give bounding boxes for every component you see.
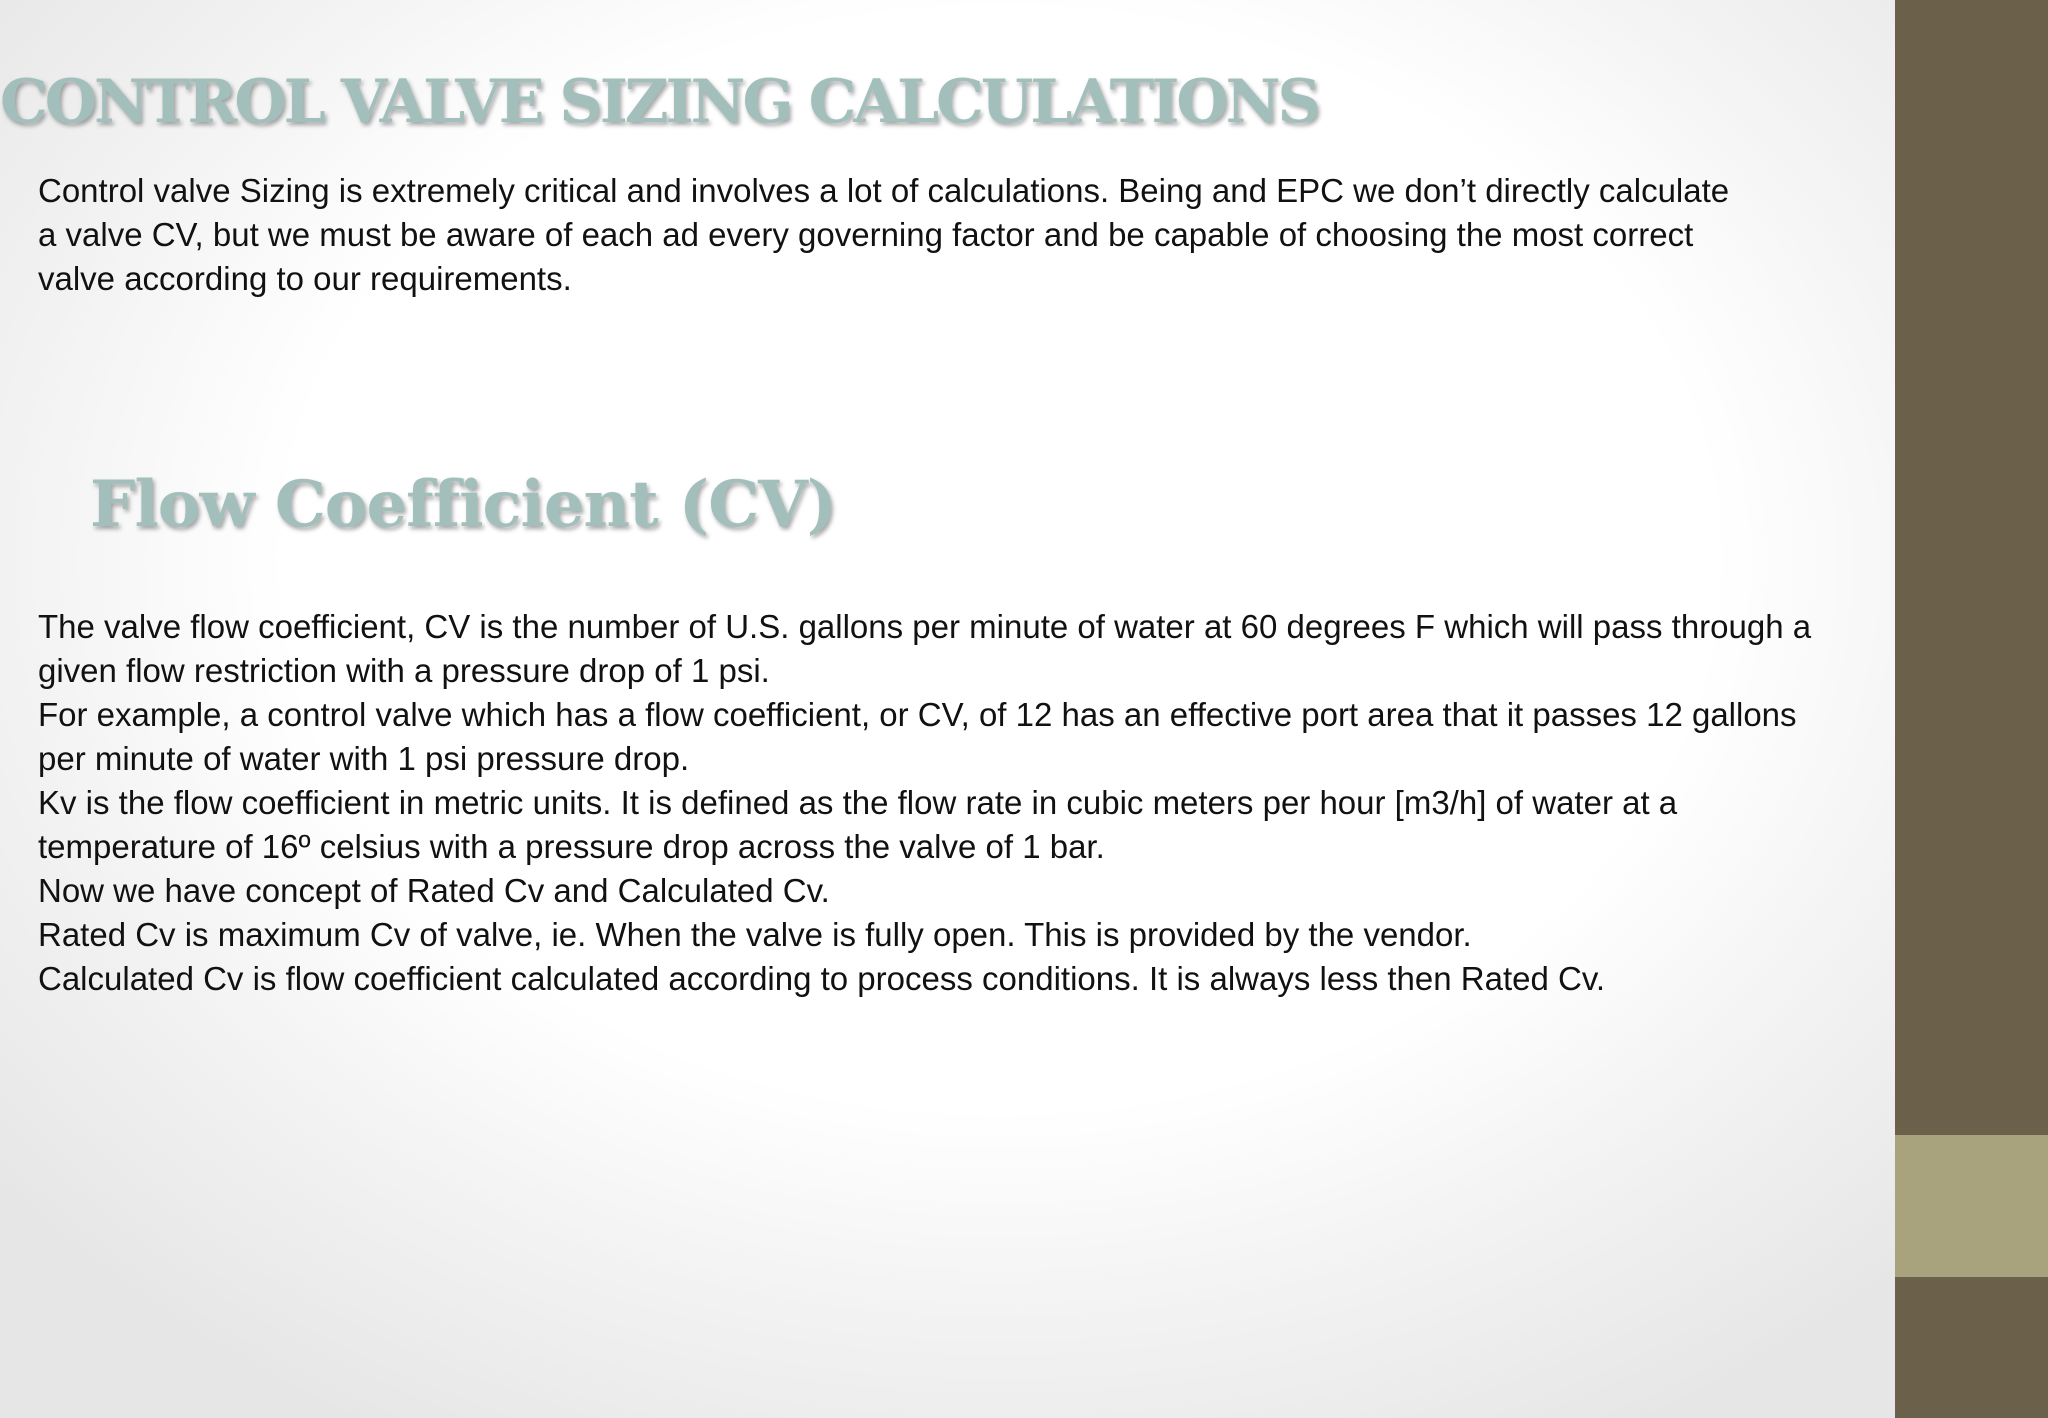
body-line: Kv is the flow coefficient in metric units. It is defined as the flow rate in cubic meters per hour [m3/h] of water at a: [38, 784, 1678, 821]
intro-line: a valve CV, but we must be aware of each ad every governing factor and be capable of choosing the most correct: [38, 216, 1694, 253]
body-line: Now we have concept of Rated Cv and Calculated Cv.: [38, 872, 830, 909]
body-line: Calculated Cv is flow coefficient calculated according to process conditions. It is always less then Rated Cv.: [38, 960, 1606, 997]
body-line: Rated Cv is maximum Cv of valve, ie. When the valve is fully open. This is provided by the vendor.: [38, 916, 1472, 953]
body-line: The valve flow coefficient, CV is the number of U.S. gallons per minute of water at 60 degrees F which will pass through a: [38, 608, 1812, 645]
intro-line: Control valve Sizing is extremely critical and involves a lot of calculations. Being and EPC we don’t directly calculate: [38, 172, 1730, 209]
intro-line: valve according to our requirements.: [38, 260, 572, 297]
body-line: given flow restriction with a pressure drop of 1 psi.: [38, 652, 770, 689]
body-line: temperature of 16º celsius with a pressure drop across the valve of 1 bar.: [38, 828, 1105, 865]
section-heading: Flow Coefficient (CV): [90, 467, 837, 542]
intro-paragraph: [38, 169, 1729, 301]
body-paragraph: [38, 605, 1811, 1001]
body-line: per minute of water with 1 psi pressure drop.: [38, 740, 690, 777]
body-line: For example, a control valve which has a flow coefficient, or CV, of 12 has an effective port area that it passes 12 gallons: [38, 696, 1797, 733]
side-decoration-accent: [1895, 1135, 2048, 1277]
slide-title: CONTROL VALVE SIZING CALCULATIONS: [0, 67, 1318, 137]
